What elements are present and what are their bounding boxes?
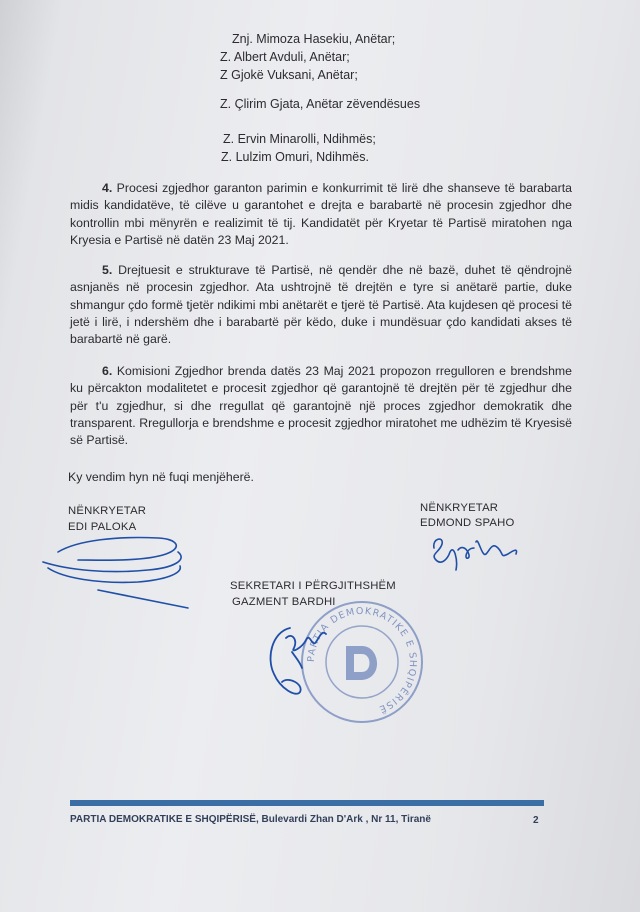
paragraph-text: Drejtuesit e strukturave të Partisë, në qendër dhe në bazë, duhet të qëndrojnë asnjanës në procesin zgjedhor. Ata ushtrojnë të drejtën e tyre si anëtarë partie, duke shmangur çdo formë tjetër ndikimi mbi anëtarët e tjerë të Partisë. Ata kujdesen që procesi të jetë i lirë, i ndershëm dhe i barabartë për këdo, duke i mundësuar çdo kandidati akses të barabartë në garë.: [70, 263, 572, 347]
left-signature-icon: [38, 530, 198, 615]
member-line: Z Gjokë Vuksani, Anëtar;: [220, 68, 358, 82]
center-signatory-name: GAZMENT BARDHI: [232, 596, 336, 608]
footer-address: PARTIA DEMOKRATIKE E SHQIPËRISË, Bulevardi Zhan D'Ark , Nr 11, Tiranë: [70, 814, 431, 825]
paragraph-text: Komisioni Zgjedhor brenda datës 23 Maj 2021 propozon rregulloren e brendshme ku përcakton modalitetet e procesit zgjedhor që garantojnë të drejtën për të zgjedhur dhe për t'u zgjedhur, si dhe rregullat që garantojnë një proces zgjedhor demokratik dhe transparent. Rregullorja e brendshme e procesit zgjedhor miratohet me udhëzim të Kryesisë së Partisë.: [70, 364, 572, 448]
page-number: 2: [533, 815, 539, 826]
center-signatory-title: SEKRETARI I PËRGJITHSHËM: [230, 580, 396, 592]
paragraph-text: Procesi zgjedhor garanton parimin e konkurrimit të lirë dhe shanseve të barabarta midis kandidatëve, të cilëve u garantohet e drejta e barabartë në procesin zgjedhor dhe kontrollin mbi mënyrën e realizimit të tij. Kandidatët për Kryetar të Partisë miratohen nga Kryesia e Partisë në datën 23 Maj 2021.: [70, 181, 572, 247]
effect-statement: Ky vendim hyn në fuqi menjëherë.: [68, 470, 254, 484]
paragraph-number: 4.: [102, 181, 113, 195]
paragraph-5: [70, 262, 572, 348]
paragraph-number: 6.: [102, 364, 113, 378]
member-line: Z. Ervin Minarolli, Ndihmës;: [223, 132, 376, 146]
center-signature-icon: [262, 618, 332, 703]
paragraph-number: 5.: [102, 263, 113, 277]
right-signatory-title: NËNKRYETAR: [420, 502, 499, 514]
paragraph-6: [70, 363, 572, 449]
member-line: Z. Lulzim Omuri, Ndihmës.: [221, 150, 369, 164]
right-signature-icon: [428, 530, 523, 575]
member-line: Znj. Mimoza Hasekiu, Anëtar;: [232, 32, 396, 46]
left-signatory-name: EDI PALOKA: [68, 521, 137, 533]
left-signatory-title: NËNKRYETAR: [68, 505, 147, 517]
paragraph-4: [70, 180, 572, 249]
member-line: Z. Albert Avduli, Anëtar;: [220, 50, 350, 64]
member-line: Z. Çlirim Gjata, Anëtar zëvendësues: [220, 97, 421, 111]
stamp-text: PARTIA DEMOKRATIKE E SHQIPËRISË: [305, 605, 419, 715]
footer-divider: [70, 800, 544, 806]
right-signatory-name: EDMOND SPAHO: [420, 517, 515, 529]
